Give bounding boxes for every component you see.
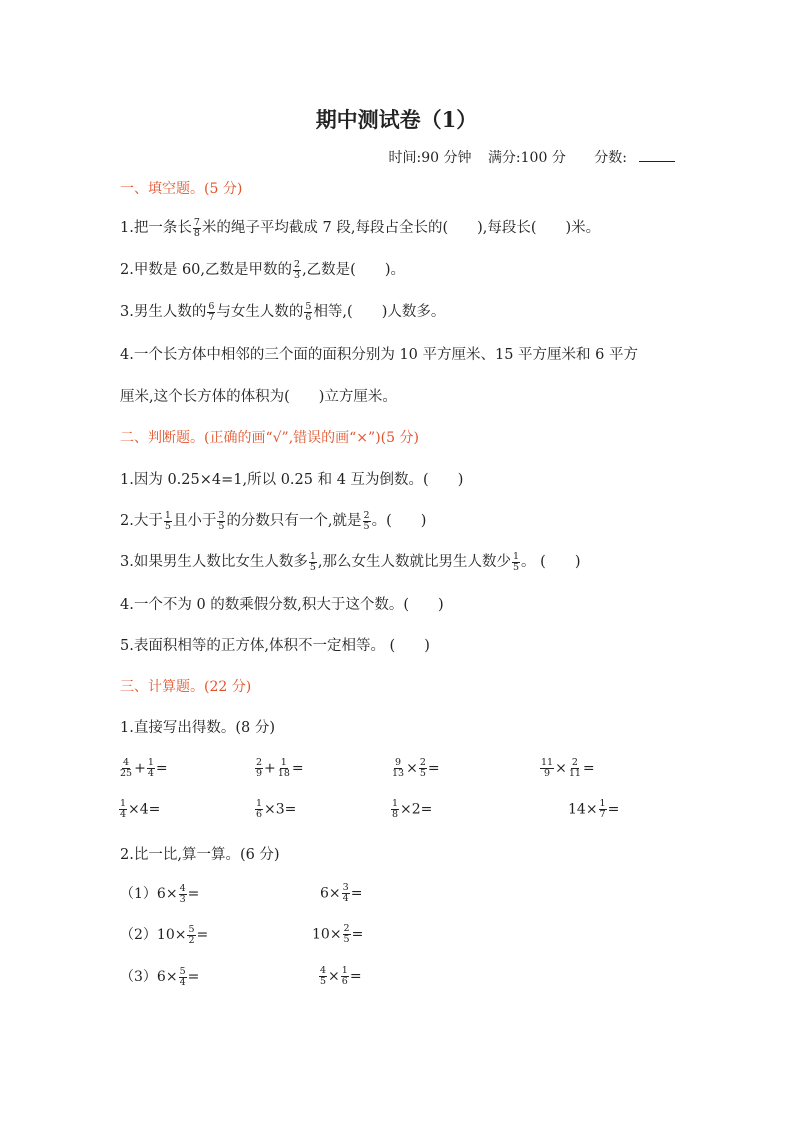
fraction: $\frac{1}{5}$ [309, 550, 316, 573]
calc-item: $\frac{11}{9}$ × $\frac{2}{11}$ = [541, 757, 595, 779]
exam-meta [377, 147, 676, 167]
fraction: $\frac{7}{8}$ [193, 216, 200, 239]
compare-item-1a: （1）6× $\frac{4}{3}$ = [120, 882, 200, 905]
judge-question-4: 4.一个不为 0 的数乘假分数,积大于这个数。( ) [120, 597, 444, 613]
section-2-heading: 二、判断题。(正确的画“√”,错误的画“×”)(5 分) [120, 430, 419, 446]
calc-sub-1: 1.直接写出得数。(8 分) [120, 720, 275, 736]
calc-item: $\frac{9}{13}$ × $\frac{2}{5}$ = [392, 757, 440, 779]
fill-question-3: 3.男生人数的 $\frac{6}{7}$ 与女生人数的 $\frac{5}{6}$ 相等,( )人数多。 [120, 300, 446, 323]
judge-question-5: 5.表面积相等的正方体,体积不一定相等。 ( ) [120, 638, 430, 654]
fraction: $\frac{1}{5}$ [513, 550, 520, 573]
fraction: $\frac{3}{5}$ [218, 509, 225, 532]
score-blank[interactable] [639, 149, 675, 162]
compare-item-2a: （2）10× $\frac{5}{2}$ = [120, 923, 209, 946]
calc-item: $\frac{1}{4}$ ×4= [120, 798, 161, 820]
page-title: 期中测试卷（1） [315, 107, 478, 132]
compare-item-1b: 6× $\frac{3}{4}$ = [320, 882, 363, 904]
fraction: $\frac{6}{7}$ [208, 300, 215, 323]
calc-item: $\frac{4}{25}$ + $\frac{1}{4}$ = [120, 757, 168, 779]
judge-question-3: 3.如果男生人数比女生人数多 $\frac{1}{5}$ ,那么女生人数就比男生人数少 $\frac{1}{5}$ 。 ( ) [120, 550, 581, 573]
calc-item: $\frac{2}{9}$ + $\frac{1}{18}$ = [256, 757, 304, 779]
judge-question-2: 2.大于 $\frac{1}{5}$ 且小于 $\frac{3}{5}$ 的分数只有一个,就是 $\frac{2}{5}$ 。( ) [120, 509, 427, 532]
fill-question-4-line2: 厘米,这个长方体的体积为( )立方厘米。 [120, 389, 397, 405]
calc-sub-2: 2.比一比,算一算。(6 分) [120, 847, 280, 863]
compare-item-3a: （3）6× $\frac{5}{4}$ = [120, 965, 200, 988]
calc-item: 14× $\frac{1}{7}$ = [568, 798, 620, 820]
compare-item-3b: $\frac{4}{5}$ × $\frac{1}{6}$ = [320, 965, 362, 987]
section-1-heading: 一、填空题。(5 分) [120, 181, 243, 197]
score-field: 分数: [582, 150, 675, 166]
fraction: $\frac{2}{5}$ [363, 509, 370, 532]
fraction: $\frac{1}{5}$ [164, 509, 171, 532]
fraction: $\frac{5}{6}$ [305, 300, 312, 323]
section-3-heading: 三、计算题。(22 分) [120, 679, 252, 695]
full-score: 满分:100 分 [487, 150, 566, 166]
fill-question-2: 2.甲数是 60,乙数是甲数的 $\frac{2}{3}$ ,乙数是( )。 [120, 258, 405, 281]
fill-question-1: 1.把一条长 $\frac{7}{8}$ 米的绳子平均截成 7 段,每段占全长的( ),每段长( )米。 [120, 216, 601, 239]
calc-item: $\frac{1}{8}$ ×2= [392, 798, 433, 820]
fill-question-4-line1: 4.一个长方体中相邻的三个面的面积分别为 10 平方厘米、15 平方厘米和 6 平方 [120, 347, 639, 363]
judge-question-1: 1.因为 0.25×4=1,所以 0.25 和 4 互为倒数。( ) [120, 472, 464, 488]
compare-item-2b: 10× $\frac{2}{5}$ = [312, 923, 364, 945]
time-limit: 时间:90 分钟 [388, 150, 472, 166]
fraction: $\frac{2}{3}$ [294, 258, 301, 281]
calc-item: $\frac{1}{6}$ ×3= [256, 798, 297, 820]
